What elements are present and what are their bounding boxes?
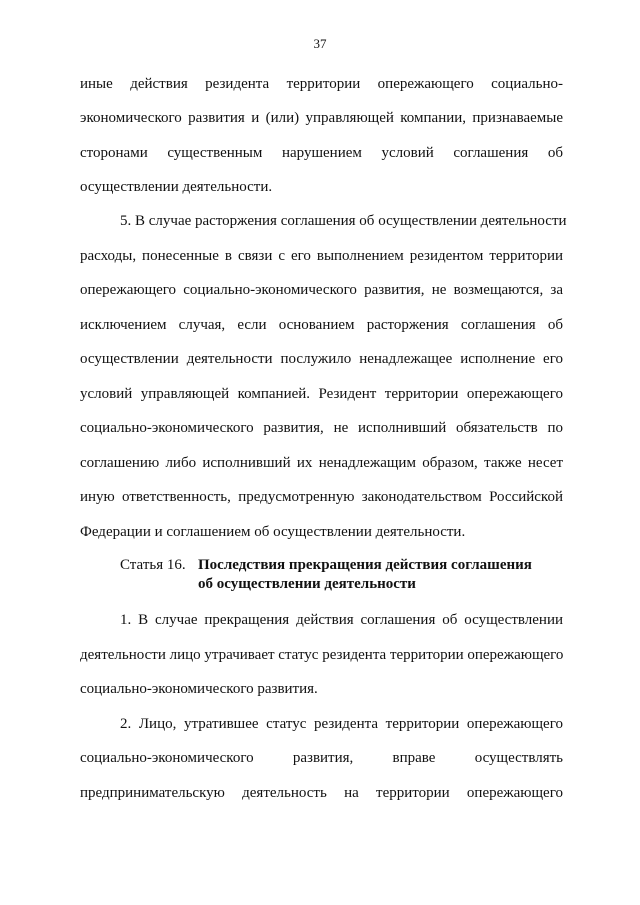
- article-title-line: Последствия прекращения действия соглашения: [198, 557, 532, 573]
- text-line: расходы, понесенные в связи с его выполнением резидентом территории: [80, 248, 563, 264]
- article-title: [198, 556, 568, 594]
- text-line: условий управляющей компанией. Резидент территории опережающего: [80, 386, 563, 402]
- text-line: социально-экономического развития, не исполнивший обязательств по: [80, 420, 563, 436]
- text-line: сторонами существенным нарушением условий соглашения об: [80, 145, 563, 161]
- text-line: осуществлении деятельности.: [80, 179, 273, 195]
- article-title-line: об осуществлении деятельности: [198, 576, 416, 592]
- text-line: Федерации и соглашением об осуществлении деятельности.: [80, 524, 466, 540]
- article-number: Статья 16.: [120, 557, 186, 573]
- text-line: экономического развития и (или) управляющей компании, признаваемые: [80, 110, 563, 126]
- page-number: 37: [313, 36, 327, 51]
- text-line: 1. В случае прекращения действия соглашения об осуществлении: [120, 612, 563, 628]
- text-line: 5. В случае расторжения соглашения об осуществлении деятельности: [120, 213, 567, 229]
- text-line: предпринимательскую деятельность на территории опережающего: [80, 785, 563, 801]
- text-line: осуществлении деятельности послужило ненадлежащее исполнение его: [80, 351, 563, 367]
- text-line: социально-экономического развития, вправе осуществлять: [80, 750, 563, 766]
- text-line: соглашению либо исполнивший их ненадлежащим образом, также несет: [80, 455, 563, 471]
- text-line: иные действия резидента территории опережающего социально-: [80, 76, 563, 92]
- text-line: опережающего социально-экономического развития, не возмещаются, за: [80, 282, 563, 298]
- text-line: деятельности лицо утрачивает статус резидента территории опережающего: [80, 647, 564, 663]
- text-line: исключением случая, если основанием расторжения соглашения об: [80, 317, 563, 333]
- text-line: иную ответственность, предусмотренную законодательством Российской: [80, 489, 563, 505]
- text-line: 2. Лицо, утратившее статус резидента территории опережающего: [120, 716, 563, 732]
- text-line: социально-экономического развития.: [80, 681, 318, 697]
